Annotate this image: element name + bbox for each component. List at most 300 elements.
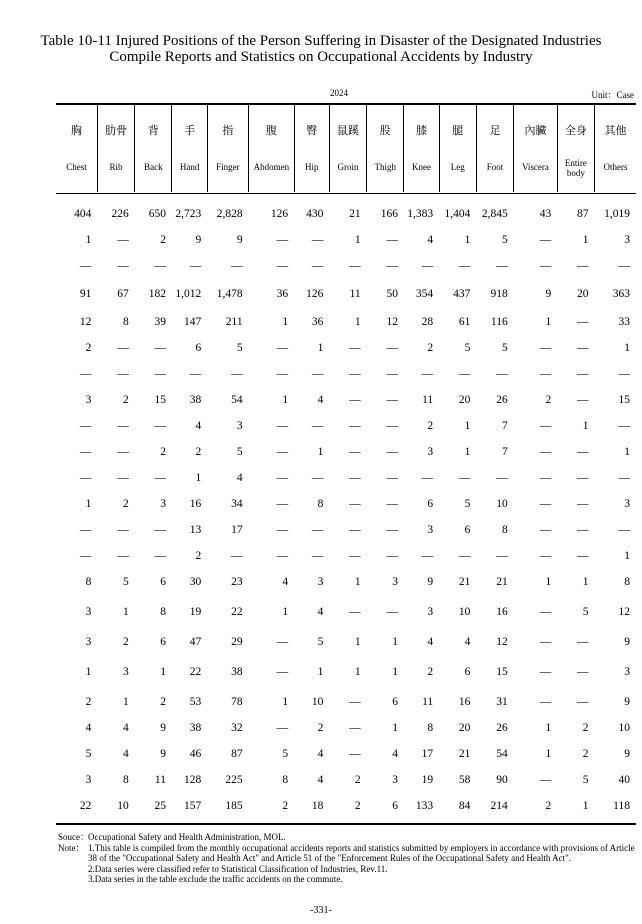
column-label-zh: 背 [147, 124, 159, 137]
table-cell: 1 [582, 576, 589, 588]
table-cell: — [79, 420, 92, 432]
column-header-cell [329, 104, 366, 192]
table-cell: 3 [427, 524, 434, 536]
table-cell: 12 [618, 606, 630, 618]
table-cell: 1 [582, 800, 589, 812]
table-cell: 26 [496, 722, 508, 734]
table-cell: 90 [496, 774, 508, 786]
table-cell: 6 [195, 342, 202, 354]
table-cell: — [349, 420, 361, 432]
table-cell: — [231, 260, 243, 272]
unit-label: Unit：Case [591, 90, 634, 100]
table-cell: — [618, 420, 630, 432]
table-cell: 6 [392, 800, 398, 812]
bottom-rule [56, 823, 636, 825]
table-cell: 12 [496, 636, 508, 648]
table-cell: — [311, 260, 324, 272]
column-label-en: Others [603, 162, 628, 172]
column-label-en: Thigh [374, 162, 397, 172]
note-1 [58, 843, 638, 864]
table-cell: 17 [421, 748, 434, 760]
table-cell: 25 [154, 800, 166, 812]
table-cell: 128 [183, 774, 202, 786]
column-label-zh: 指 [222, 124, 234, 137]
table-cell: — [311, 550, 324, 562]
table-cell: 1 [282, 696, 289, 708]
table-cell: 182 [148, 288, 166, 300]
table-cell: — [154, 420, 166, 432]
table-row [56, 655, 636, 689]
table-cell: 6 [160, 576, 166, 588]
table-cell: 2 [122, 498, 129, 510]
table-cell: — [386, 394, 398, 406]
table-cell: — [539, 606, 552, 618]
table-cell: — [576, 260, 589, 272]
table-cell: 21 [496, 576, 508, 588]
table-cell: — [386, 420, 398, 432]
table-cell: — [496, 260, 508, 272]
table-cell: 4 [317, 606, 324, 618]
column-header-cell [557, 104, 594, 192]
column-header-cell [249, 104, 295, 192]
table-cell: 1 [317, 666, 324, 678]
page-number: -331- [310, 905, 332, 916]
table-cell: — [276, 342, 289, 354]
table-cell: — [386, 368, 398, 380]
title-line-2: Compile Reports and Statistics on Occupational Accidents by Industry [109, 49, 533, 65]
table-cell: 1 [317, 446, 324, 458]
table-cell: 9 [195, 234, 202, 246]
table-cell: 4 [427, 234, 434, 246]
table-cell: — [231, 550, 243, 562]
table-cell: 1 [282, 316, 289, 328]
table-cell: 6 [464, 524, 471, 536]
table-cell: — [349, 260, 361, 272]
table-cell: 20 [458, 394, 471, 406]
table-cell: 214 [490, 800, 508, 812]
table-cell: — [539, 550, 552, 562]
table-cell: 225 [225, 774, 243, 786]
table-cell: — [117, 446, 129, 458]
column-label-en: Hip [305, 162, 319, 172]
table-cell: — [349, 524, 361, 536]
table-cell: 11 [422, 394, 434, 406]
table-cell: — [576, 394, 589, 406]
table-cell: 1 [392, 666, 398, 678]
table-row [56, 361, 636, 387]
table-cell: 3 [85, 394, 92, 406]
column-header-cell [97, 104, 134, 192]
table-cell: 4 [236, 472, 243, 484]
table-cell: — [539, 260, 552, 272]
table-cell: 3 [427, 446, 434, 458]
table-cell: 2 [122, 636, 129, 648]
table-cell: 3 [427, 606, 434, 618]
table-cell: — [576, 636, 589, 648]
table-cell: — [311, 420, 324, 432]
table-cell: 1 [392, 636, 398, 648]
column-header-cell [404, 104, 439, 192]
table-cell: — [276, 368, 289, 380]
table-cell: 91 [79, 288, 92, 300]
table-cell: 34 [231, 498, 243, 510]
table-cell: — [276, 722, 289, 734]
table-cell: — [576, 368, 589, 380]
source-label: Souce： [58, 832, 89, 842]
table-cell: 8 [427, 722, 434, 734]
table-cell: 1 [545, 316, 552, 328]
table-cell: — [276, 260, 289, 272]
table-cell: — [421, 260, 434, 272]
table-cell: — [458, 368, 471, 380]
table-cell: — [276, 666, 289, 678]
table-cell: — [386, 606, 398, 618]
table-cell: 2 [427, 342, 434, 354]
table-cell: 10 [496, 498, 508, 510]
table-cell: 1 [354, 576, 361, 588]
table-cell: — [349, 550, 361, 562]
table-cell: 33 [618, 316, 630, 328]
table-cell: 1 [582, 420, 589, 432]
table-cell: — [349, 394, 361, 406]
table-cell: 2 [85, 342, 92, 354]
table-cell: 9 [624, 748, 630, 760]
table-cell: — [189, 260, 202, 272]
table-cell: — [386, 342, 398, 354]
table-cell: 2,845 [481, 208, 508, 220]
table-cell: 8 [85, 576, 92, 588]
table-cell: 2 [195, 446, 202, 458]
table-cell: — [539, 234, 552, 246]
column-label-zh: 手 [184, 124, 196, 137]
table-title [0, 33, 642, 65]
table-cell: — [349, 342, 361, 354]
table-cell: 2,828 [216, 208, 243, 220]
table-cell: — [496, 550, 508, 562]
column-header-cell [207, 104, 248, 192]
table-cell: 6 [464, 666, 471, 678]
table-cell: 15 [618, 394, 630, 406]
table-cell: 19 [421, 774, 434, 786]
table-cell: 1 [545, 748, 552, 760]
source-note [58, 832, 638, 843]
table-cell: — [539, 696, 552, 708]
table-cell: 8 [317, 498, 324, 510]
column-label-en: Abdomen [253, 162, 290, 172]
column-label-en: Viscera [521, 162, 549, 172]
table-cell: 5 [501, 342, 508, 354]
table-cell: 5 [282, 748, 289, 760]
table-cell: 10 [618, 722, 630, 734]
table-cell: 58 [458, 774, 471, 786]
table-cell: 18 [311, 800, 324, 812]
table-row [56, 491, 636, 517]
table-cell: 918 [490, 288, 508, 300]
table-cell: — [79, 472, 92, 484]
table-cell: 19 [189, 606, 202, 618]
table-cell: 5 [85, 748, 92, 760]
note-label: Note： [58, 842, 85, 853]
table-cell: 2 [427, 420, 434, 432]
table-cell: 9 [545, 288, 552, 300]
table-cell: — [539, 446, 552, 458]
table-cell: — [618, 260, 630, 272]
table-cell: 126 [306, 288, 324, 300]
table-cell: 2 [354, 800, 361, 812]
table-cell: 3 [236, 420, 243, 432]
table-cell: 11 [422, 696, 434, 708]
table-cell: — [458, 550, 471, 562]
table-cell: 1 [85, 498, 92, 510]
table-cell: 8 [122, 774, 129, 786]
table-row [56, 595, 636, 629]
table-cell: — [576, 696, 589, 708]
table-cell: — [496, 472, 508, 484]
table-cell: 9 [624, 696, 630, 708]
column-label-zh: 腿 [452, 124, 464, 137]
table-cell: — [458, 472, 471, 484]
table-cell: 1 [317, 342, 324, 354]
table-row [56, 227, 636, 253]
column-label-zh: 內臟 [524, 124, 547, 137]
column-label-zh: 膝 [416, 124, 428, 137]
table-cell: 1 [392, 722, 398, 734]
table-row [56, 741, 636, 767]
table-cell: 2 [122, 394, 129, 406]
table-cell: 23 [231, 576, 243, 588]
table-cell: — [576, 446, 589, 458]
header-rule [56, 193, 636, 194]
table-cell: 1 [582, 234, 589, 246]
table-cell: — [189, 368, 202, 380]
year-label: 2024 [330, 88, 348, 98]
table-cell: 10 [311, 696, 324, 708]
table-cell: 1 [464, 420, 471, 432]
table-cell: 4 [122, 748, 129, 760]
table-cell: — [458, 260, 471, 272]
table-cell: — [349, 472, 361, 484]
table-cell: — [154, 472, 166, 484]
column-label-en: Hand [179, 162, 200, 172]
table-cell: 1,383 [407, 208, 434, 220]
table-cell: 2 [354, 774, 361, 786]
table-cell: — [576, 342, 589, 354]
table-cell: 20 [458, 722, 471, 734]
table-cell: — [117, 368, 129, 380]
table-cell: 1 [160, 666, 166, 678]
table-cell: — [576, 550, 589, 562]
table-cell: — [276, 234, 289, 246]
table-cell: 133 [415, 800, 434, 812]
table-cell: — [576, 498, 589, 510]
table-cell: 9 [624, 636, 630, 648]
table-cell: — [231, 368, 243, 380]
table-cell: 38 [189, 722, 202, 734]
table-cell: 36 [311, 316, 324, 328]
table-cell: — [154, 524, 166, 536]
table-cell: 5 [236, 342, 243, 354]
table-cell: 21 [349, 208, 361, 220]
table-cell: 28 [421, 316, 434, 328]
column-label-en: Rib [109, 162, 123, 172]
table-cell: 17 [231, 524, 243, 536]
table-cell: 2,723 [175, 208, 202, 220]
table-cell: 4 [464, 636, 471, 648]
table-cell: — [117, 420, 129, 432]
column-header-cell [56, 104, 97, 192]
table-cell: 1,478 [216, 288, 243, 300]
table-cell: — [311, 472, 324, 484]
column-header-cell [367, 104, 404, 192]
table-row [56, 629, 636, 655]
table-cell: 3 [85, 606, 92, 618]
table-cell: 16 [189, 498, 202, 510]
table-cell: — [496, 368, 508, 380]
table-row [56, 253, 636, 279]
table-cell: 3 [85, 636, 92, 648]
table-cell: 84 [458, 800, 471, 812]
table-cell: 13 [189, 524, 202, 536]
column-label-en: Chest [66, 162, 87, 172]
table-cell: 50 [386, 288, 398, 300]
column-label-zh: 其他 [604, 124, 627, 137]
table-cell: 5 [582, 606, 589, 618]
table-cell: — [117, 342, 129, 354]
table-cell: 5 [464, 498, 471, 510]
table-cell: 8 [282, 774, 289, 786]
table-cell: — [618, 368, 630, 380]
table-cell: 2 [545, 394, 552, 406]
table-row [56, 309, 636, 335]
table-cell: 2 [282, 800, 289, 812]
table-cell: 3 [624, 498, 630, 510]
table-cell: 185 [225, 800, 243, 812]
table-cell: — [349, 498, 361, 510]
table-cell: — [276, 472, 289, 484]
table-cell: — [576, 666, 589, 678]
table-cell: 3 [624, 666, 630, 678]
table-cell: 1 [85, 234, 92, 246]
table-cell: 9 [236, 234, 243, 246]
table-cell: — [117, 550, 129, 562]
table-cell: — [349, 368, 361, 380]
table-cell: — [539, 368, 552, 380]
table-cell: 4 [85, 722, 92, 734]
table-row [56, 689, 636, 715]
table-cell: 2 [582, 722, 589, 734]
table-cell: 118 [613, 800, 630, 812]
table-cell: 437 [453, 288, 471, 300]
table-cell: 1 [195, 472, 202, 484]
table-cell: 21 [458, 748, 471, 760]
table-cell: 67 [117, 288, 129, 300]
table-cell: 1 [282, 394, 289, 406]
column-label-en: Back [144, 162, 163, 172]
table-cell: 1 [624, 446, 630, 458]
table-cell: 2 [195, 550, 202, 562]
table-cell: — [386, 550, 398, 562]
table-cell: 1 [354, 316, 361, 328]
table-cell: — [117, 260, 129, 272]
table-cell: 2 [160, 446, 166, 458]
table-cell: 650 [148, 208, 166, 220]
table-row [56, 569, 636, 595]
table-cell: — [79, 446, 92, 458]
table-cell: 4 [282, 576, 289, 588]
table-cell: 87 [231, 748, 243, 760]
table-row [56, 465, 636, 491]
table-row [56, 387, 636, 413]
column-label-en: Groin [337, 162, 359, 172]
table-cell: 4 [392, 748, 398, 760]
table-cell: 16 [458, 696, 471, 708]
note-2-text: 2.Data series were classified refer to Statistical Classification of Industries, Rev.11. [88, 863, 388, 874]
column-label-en: Finger [216, 162, 240, 172]
table-row [56, 335, 636, 361]
table-cell: 1 [624, 342, 630, 354]
table-cell: — [421, 368, 434, 380]
table-cell: 40 [618, 774, 630, 786]
data-table [56, 201, 636, 819]
table-cell: 1 [464, 446, 471, 458]
table-cell: — [576, 524, 589, 536]
table-cell: 1 [464, 234, 471, 246]
table-cell: — [276, 498, 289, 510]
column-label-zh: 腹 [265, 124, 277, 137]
table-cell: 4 [427, 636, 434, 648]
column-header-cell [476, 104, 513, 192]
table-cell: 4 [317, 774, 324, 786]
table-cell: — [539, 420, 552, 432]
table-cell: 38 [189, 394, 202, 406]
note-3-text: 3.Data series in the table exclude the traffic accidents on the commute. [88, 874, 343, 884]
column-label-zh: 全身 [564, 124, 587, 137]
column-header-cell [594, 104, 636, 192]
table-cell: — [386, 498, 398, 510]
table-cell: 4 [122, 722, 129, 734]
table-cell: 116 [490, 316, 508, 328]
column-header-cell [172, 104, 207, 192]
column-label-en: Entire body [564, 158, 587, 178]
table-cell: 87 [576, 208, 589, 220]
table-cell: 22 [231, 606, 243, 618]
table-cell: — [386, 524, 398, 536]
note-1-text: 1.This table is compiled from the monthly occupational accidents reports and statistics submitted by employers in accordance with provisions of Article 38 of the "Occupational Safety and Health Act" and Article 51 of the "Enforcement Rules of the Occupational Safety and Health Act". [88, 842, 635, 863]
table-cell: 1,404 [444, 208, 471, 220]
table-cell: 11 [349, 288, 361, 300]
column-header [56, 104, 636, 192]
table-cell: 54 [496, 748, 508, 760]
table-cell: — [386, 472, 398, 484]
table-cell: 22 [189, 666, 202, 678]
table-cell: 12 [79, 316, 92, 328]
table-cell: — [349, 446, 361, 458]
column-label-zh: 足 [489, 124, 501, 137]
column-header-cell [294, 104, 329, 192]
table-cell: 363 [612, 288, 630, 300]
table-cell: 3 [122, 666, 129, 678]
table-cell: 147 [183, 316, 202, 328]
table-row [56, 279, 636, 309]
column-label-en: Foot [486, 162, 504, 172]
table-cell: 1 [354, 666, 361, 678]
table-cell: — [386, 234, 398, 246]
table-cell: — [349, 748, 361, 760]
table-cell: — [79, 260, 92, 272]
table-cell: — [117, 472, 129, 484]
column-header-cell [135, 104, 172, 192]
table-cell: 6 [160, 636, 166, 648]
